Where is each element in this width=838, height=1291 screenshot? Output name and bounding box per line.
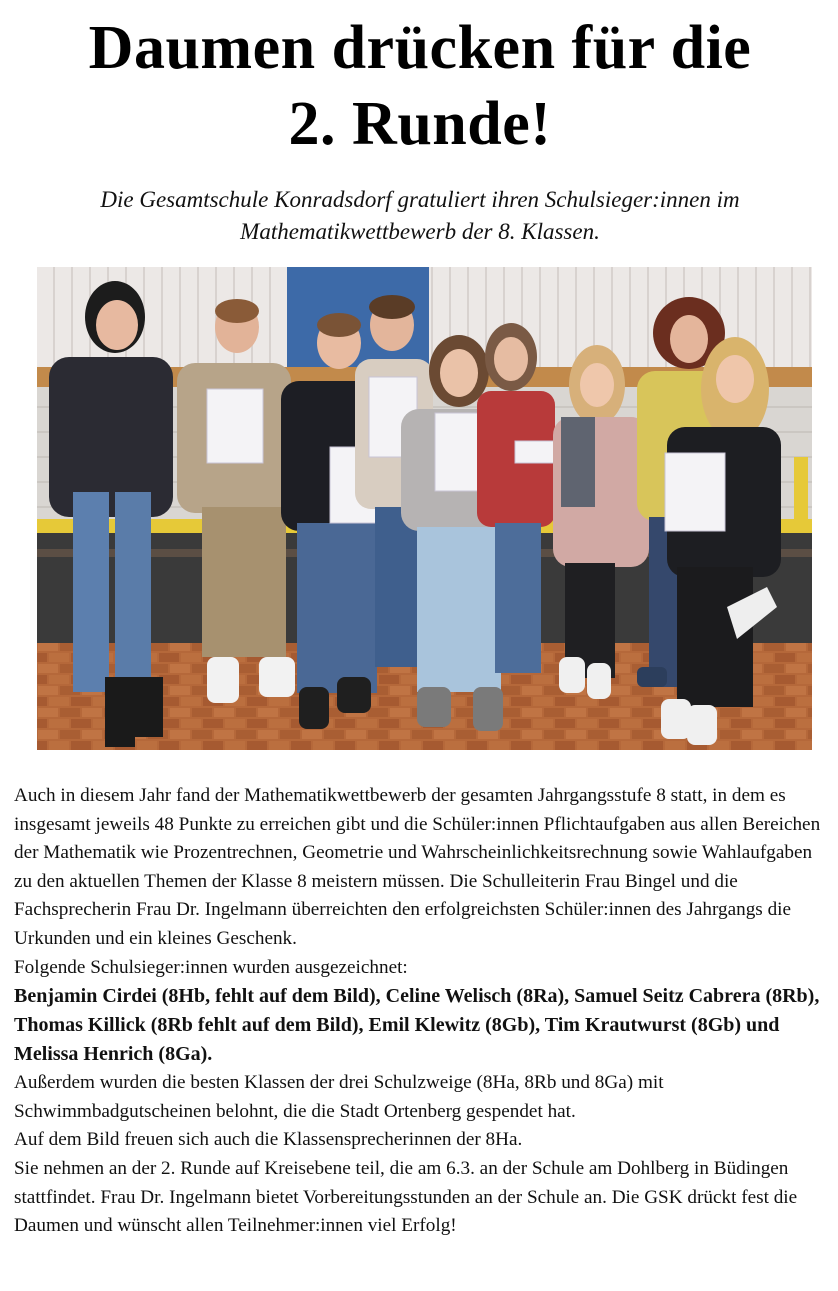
winners-intro: Folgende Schulsieger:innen wurden ausgezeichnet:	[14, 956, 408, 978]
subtitle-line-1: Die Gesamtschule Konradsdorf gratuliert ihren Schulsieger:innen im	[100, 187, 740, 212]
headline-line-2: 2. Runde!	[288, 90, 552, 158]
winners-list: Benjamin Cirdei (8Hb, fehlt auf dem Bild), Celine Welisch (8Ra), Samuel Seitz Cabrera (8Rb), Thomas Killick (8Rb fehlt auf dem Bild), Emil Klewitz (8Gb), Tim Krautwurst (8Gb) und Melissa Henrich (8Ga).	[14, 985, 820, 1066]
headline-line-1: Daumen drücken für die	[88, 14, 752, 82]
subtitle	[40, 184, 800, 248]
group-photo	[37, 267, 812, 750]
article-paragraph-3: Auf dem Bild freuen sich auch die Klassensprecherinnen der 8Ha.	[14, 1129, 523, 1151]
subtitle-line-2: Mathematikwettbewerb der 8. Klassen.	[240, 219, 600, 244]
article-paragraph-2: Außerdem wurden die besten Klassen der drei Schulzweige (8Ha, 8Rb und 8Ga) mit Schwimmbadgutscheinen belohnt, die die Stadt Ortenberg gespendet hat.	[14, 1072, 664, 1122]
headline	[20, 10, 820, 162]
article-paragraph-4: Sie nehmen an der 2. Runde auf Kreisebene teil, die am 6.3. an der Schule am Dohlberg in Büdingen stattfindet. Frau Dr. Ingelmann bietet Vorbereitungsstunden an der Schule an. Die GSK drückt fest die Daumen und wünscht allen Teilnehmer:innen viel Erfolg!	[14, 1157, 798, 1237]
article-paragraph-1: Auch in diesem Jahr fand der Mathematikwettbewerb der gesamten Jahrgangsstufe 8 statt, in dem es insgesamt jeweils 48 Punkte zu erreichen gibt und die Schüler:innen Pflichtaufgaben aus allen Bereichen der Mathematik wie Prozentrechnen, Geometrie und Wahrscheinlichkeitsrechnung sowie Wahlaufgaben zu den aktuellen Themen der Klasse 8 meistern müssen. Die Schulleiterin Frau Bingel und die Fachsprecherin Frau Dr. Ingelmann überreichten den erfolgreichsten Schüler:innen des Jahrgangs die Urkunden und ein kleines Geschenk.	[14, 785, 821, 949]
article-body	[14, 782, 826, 1241]
